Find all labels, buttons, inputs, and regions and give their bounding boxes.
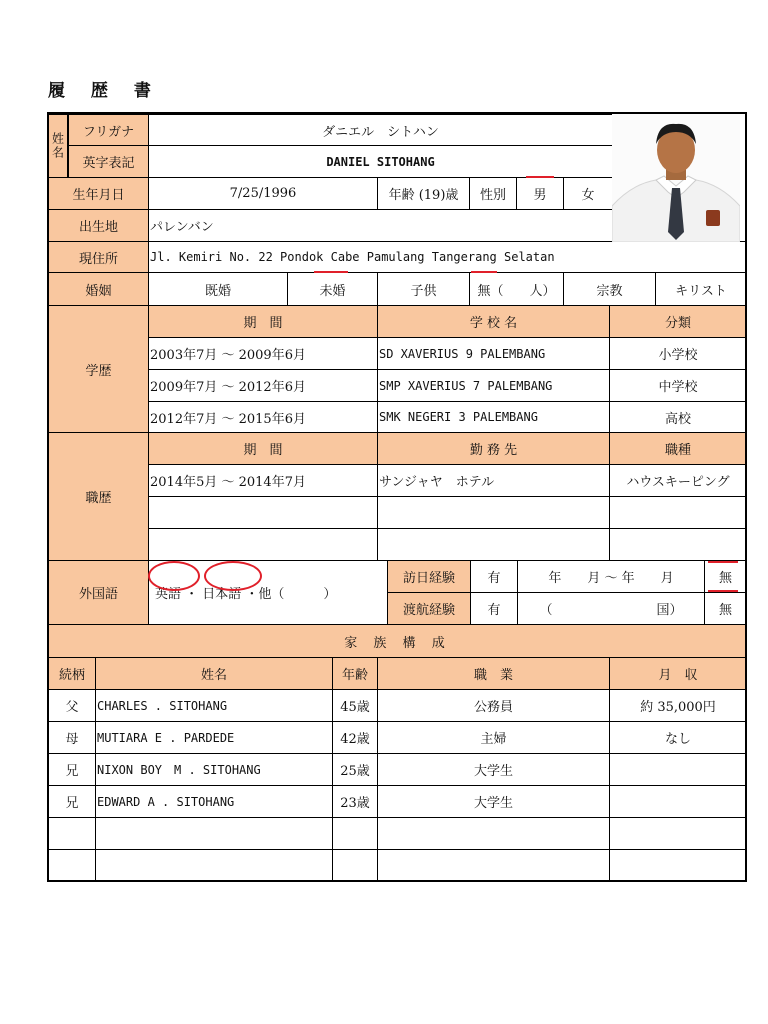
- family-occupation: [377, 849, 610, 882]
- family-occupation: 大学生: [377, 785, 610, 818]
- family-header-income: 月 収: [609, 657, 747, 690]
- work-row-job: ハウスキーピング: [609, 464, 747, 497]
- gender-female: 女: [563, 177, 613, 210]
- family-income: 約 35,000円: [609, 689, 747, 722]
- family-age: [332, 849, 378, 882]
- family-relation: 父: [48, 689, 96, 722]
- married-option: 既婚: [148, 272, 288, 306]
- unmarried-option: 未婚: [287, 272, 378, 306]
- edu-header-school: 学 校 名: [377, 305, 610, 338]
- religion-label: 宗教: [563, 272, 656, 306]
- age-value: 年齢 (19)歳: [377, 177, 470, 210]
- address-label: 現住所: [48, 241, 149, 273]
- family-name: NIXON BOY M . SITOHANG: [95, 753, 333, 786]
- visit-no-mark-top: [708, 561, 738, 563]
- family-occupation: 主婦: [377, 721, 610, 754]
- family-income: なし: [609, 721, 747, 754]
- unmarried-mark: [314, 271, 348, 273]
- edu-row-period: 2003年7月 ～ 2009年6月: [148, 337, 378, 370]
- family-occupation: 公務員: [377, 689, 610, 722]
- japan-visit-label: 訪日経験: [387, 560, 471, 593]
- family-section-title: 家 族 構 成: [48, 624, 747, 658]
- family-age: 25歳: [332, 753, 378, 786]
- visit-no-mark-bottom: [708, 590, 738, 592]
- edu-row-category: 小学校: [609, 337, 747, 370]
- edu-header-period: 期 間: [148, 305, 378, 338]
- english-name-label: 英字表記: [68, 145, 149, 178]
- address-value: Jl. Kemiri No. 22 Pondok Cabe Pamulang Tangerang Selatan: [148, 241, 747, 273]
- overseas-travel-country: （ 国）: [517, 592, 705, 625]
- family-name: [95, 849, 333, 882]
- family-name: EDWARD A . SITOHANG: [95, 785, 333, 818]
- family-income: [609, 785, 747, 818]
- english-circle-mark: [148, 561, 200, 591]
- work-row-employer: サンジャヤ ホテル: [377, 464, 610, 497]
- birthplace-value: パレンバン: [148, 209, 613, 242]
- name-label: 姓名: [48, 114, 68, 178]
- children-label: 子供: [377, 272, 470, 306]
- overseas-travel-label: 渡航経験: [387, 592, 471, 625]
- gender-male: 男: [516, 177, 564, 210]
- religion-value: キリスト: [655, 272, 747, 306]
- family-name: MUTIARA E . PARDEDE: [95, 721, 333, 754]
- family-header-occupation: 職 業: [377, 657, 610, 690]
- language-label: 外国語: [48, 560, 149, 625]
- marriage-label: 婚姻: [48, 272, 149, 306]
- family-relation: 母: [48, 721, 96, 754]
- edu-row-category: 高校: [609, 401, 747, 433]
- gender-male-mark: [526, 176, 554, 178]
- gender-label: 性別: [469, 177, 517, 210]
- japanese-circle-mark: [204, 561, 262, 591]
- english-name-value: DANIEL SITOHANG: [148, 145, 613, 178]
- birthplace-label: 出生地: [48, 209, 149, 242]
- japan-visit-period: 年 月 ～ 年 月: [517, 560, 705, 593]
- furigana-label: フリガナ: [68, 114, 149, 146]
- education-label: 学歴: [48, 305, 149, 433]
- children-none-mark: [471, 271, 497, 273]
- applicant-photo: [612, 114, 740, 242]
- family-occupation: [377, 817, 610, 850]
- work-row-employer: [377, 528, 610, 561]
- family-income: [609, 817, 747, 850]
- family-name: [95, 817, 333, 850]
- dob-value: 7/25/1996: [148, 177, 378, 210]
- work-label: 職歴: [48, 432, 149, 561]
- family-name: CHARLES . SITOHANG: [95, 689, 333, 722]
- work-row-period: [148, 496, 378, 529]
- children-value: 無（ 人）: [469, 272, 564, 306]
- edu-row-category: 中学校: [609, 369, 747, 402]
- family-age: 42歳: [332, 721, 378, 754]
- overseas-travel-no: 無: [704, 592, 747, 625]
- edu-row-period: 2012年7月 ～ 2015年6月: [148, 401, 378, 433]
- family-income: [609, 849, 747, 882]
- overseas-travel-yes: 有: [470, 592, 518, 625]
- edu-row-period: 2009年7月 ～ 2012年6月: [148, 369, 378, 402]
- edu-row-school: SD XAVERIUS 9 PALEMBANG: [377, 337, 610, 370]
- work-header-period: 期 間: [148, 432, 378, 465]
- work-row-period: 2014年5月 ～ 2014年7月: [148, 464, 378, 497]
- family-age: 45歳: [332, 689, 378, 722]
- family-header-relation: 続柄: [48, 657, 96, 690]
- dob-label: 生年月日: [48, 177, 149, 210]
- family-relation: [48, 817, 96, 850]
- work-row-employer: [377, 496, 610, 529]
- furigana-value: ダニエル シトハン: [148, 114, 613, 146]
- family-income: [609, 753, 747, 786]
- japan-visit-yes: 有: [470, 560, 518, 593]
- edu-row-school: SMK NEGERI 3 PALEMBANG: [377, 401, 610, 433]
- edu-row-school: SMP XAVERIUS 7 PALEMBANG: [377, 369, 610, 402]
- work-row-job: [609, 528, 747, 561]
- family-relation: 兄: [48, 753, 96, 786]
- japan-visit-no: 無: [704, 560, 747, 593]
- family-relation: [48, 849, 96, 882]
- family-age: [332, 817, 378, 850]
- family-relation: 兄: [48, 785, 96, 818]
- work-header-employer: 勤 務 先: [377, 432, 610, 465]
- edu-header-category: 分類: [609, 305, 747, 338]
- family-header-age: 年齢: [332, 657, 378, 690]
- work-row-job: [609, 496, 747, 529]
- family-age: 23歳: [332, 785, 378, 818]
- family-header-name: 姓名: [95, 657, 333, 690]
- document-title: 履 歴 書: [48, 81, 161, 101]
- language-value: 英語 ・ 日本語 ・他（ ）: [148, 560, 388, 625]
- work-row-period: [148, 528, 378, 561]
- family-occupation: 大学生: [377, 753, 610, 786]
- work-header-job: 職種: [609, 432, 747, 465]
